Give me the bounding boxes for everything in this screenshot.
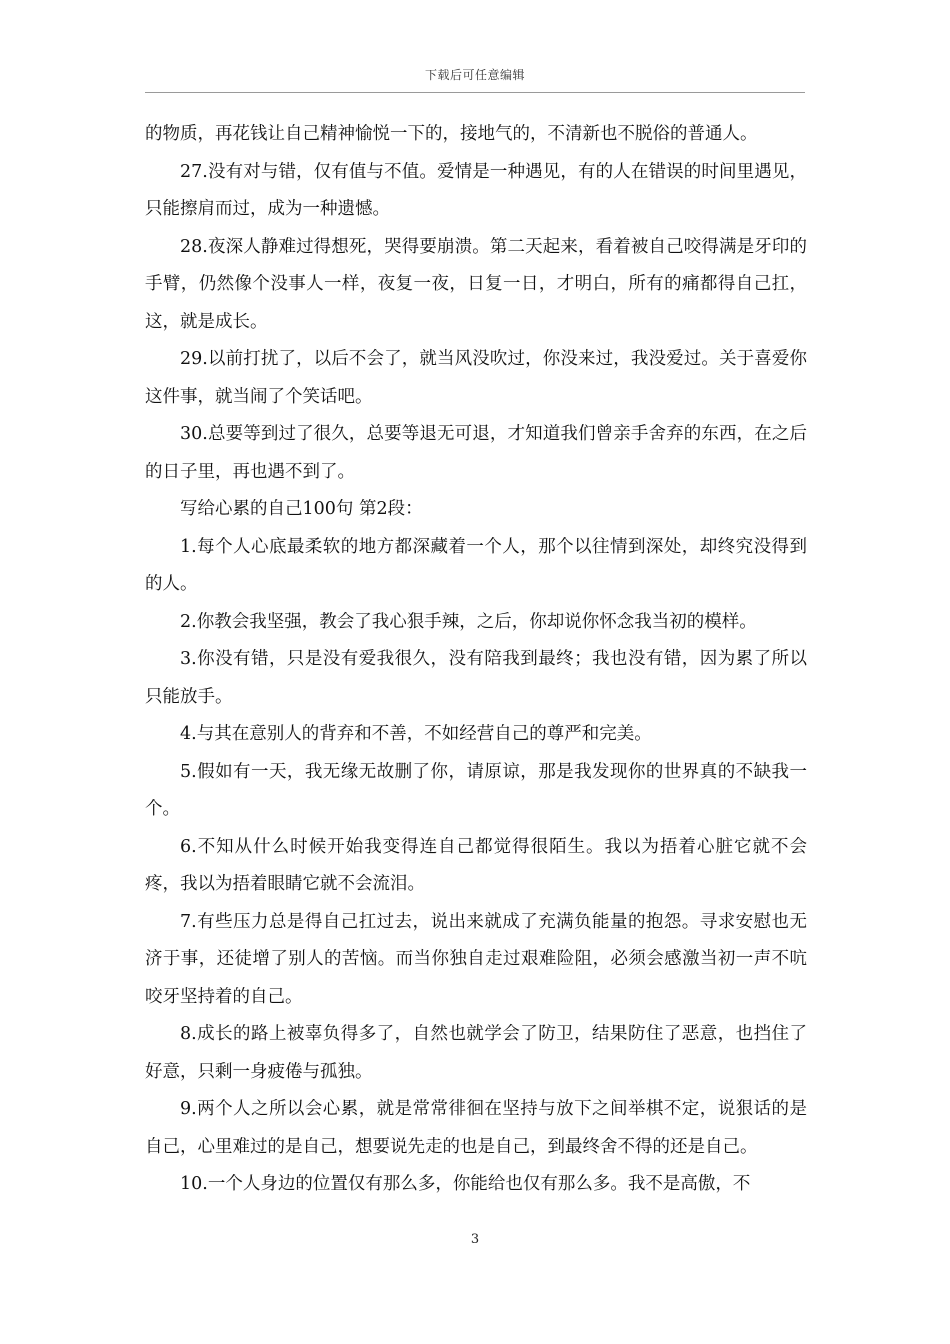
paragraph: 28.夜深人静难过得想死，哭得要崩溃。第二天起来，看着被自己咬得满是牙印的手臂，仍然像个没事人一样，夜复一夜，日复一日，才明白，所有的痛都得自己扛，这，就是成长。: [145, 236, 807, 332]
document-body: [145, 116, 807, 1204]
paragraph: 4.与其在意别人的背弃和不善，不如经营自己的尊严和完美。: [180, 724, 652, 744]
paragraph: 30.总要等到过了很久，总要等退无可退，才知道我们曾亲手舍弃的东西，在之后的日子里，再也遇不到了。: [145, 424, 807, 482]
paragraph: 6.不知从什么时候开始我变得连自己都觉得很陌生。我以为捂着心脏它就不会疼，我以为捂着眼睛它就不会流泪。: [145, 836, 807, 894]
paragraph: 10.一个人身边的位置仅有那么多，你能给也仅有那么多。我不是高傲，不: [180, 1174, 751, 1194]
paragraph: 1.每个人心底最柔软的地方都深藏着一个人，那个以往情到深处，却终究没得到的人。: [145, 536, 807, 594]
header-divider: [145, 92, 805, 93]
paragraph: 的物质，再花钱让自己精神愉悦一下的，接地气的，不清新也不脱俗的普通人。: [145, 124, 758, 144]
page-header: 下载后可任意编辑: [424, 68, 525, 82]
paragraph: 3.你没有错，只是没有爱我很久，没有陪我到最终；我也没有错，因为累了所以只能放手。: [145, 649, 807, 707]
page-number: 3: [470, 1232, 480, 1247]
paragraph: 写给心累的自己100句 第2段：: [180, 499, 423, 519]
paragraph: 27.没有对与错，仅有值与不值。爱情是一种遇见，有的人在错误的时间里遇见，只能擦肩而过，成为一种遗憾。: [145, 161, 807, 219]
paragraph: 5.假如有一天，我无缘无故删了你，请原谅，那是我发现你的世界真的不缺我一个。: [145, 761, 807, 819]
paragraph: 29.以前打扰了，以后不会了，就当风没吹过，你没来过，我没爱过。关于喜爱你这件事，就当闹了个笑话吧。: [145, 349, 807, 407]
paragraph: 8.成长的路上被辜负得多了，自然也就学会了防卫，结果防住了恶意，也挡住了好意，只剩一身疲倦与孤独。: [145, 1024, 807, 1082]
paragraph: 2.你教会我坚强，教会了我心狠手辣，之后，你却说你怀念我当初的模样。: [180, 611, 757, 632]
paragraph: 7.有些压力总是得自己扛过去，说出来就成了充满负能量的抱怨。寻求安慰也无济于事，还徒增了别人的苦恼。而当你独自走过艰难险阻，必须会感激当初一声不吭咬牙坚持着的自己。: [145, 911, 807, 1007]
paragraph: 9.两个人之所以会心累，就是常常徘徊在坚持与放下之间举棋不定，说狠话的是自己，心里难过的是自己，想要说先走的也是自己，到最终舍不得的还是自己。: [145, 1099, 807, 1157]
